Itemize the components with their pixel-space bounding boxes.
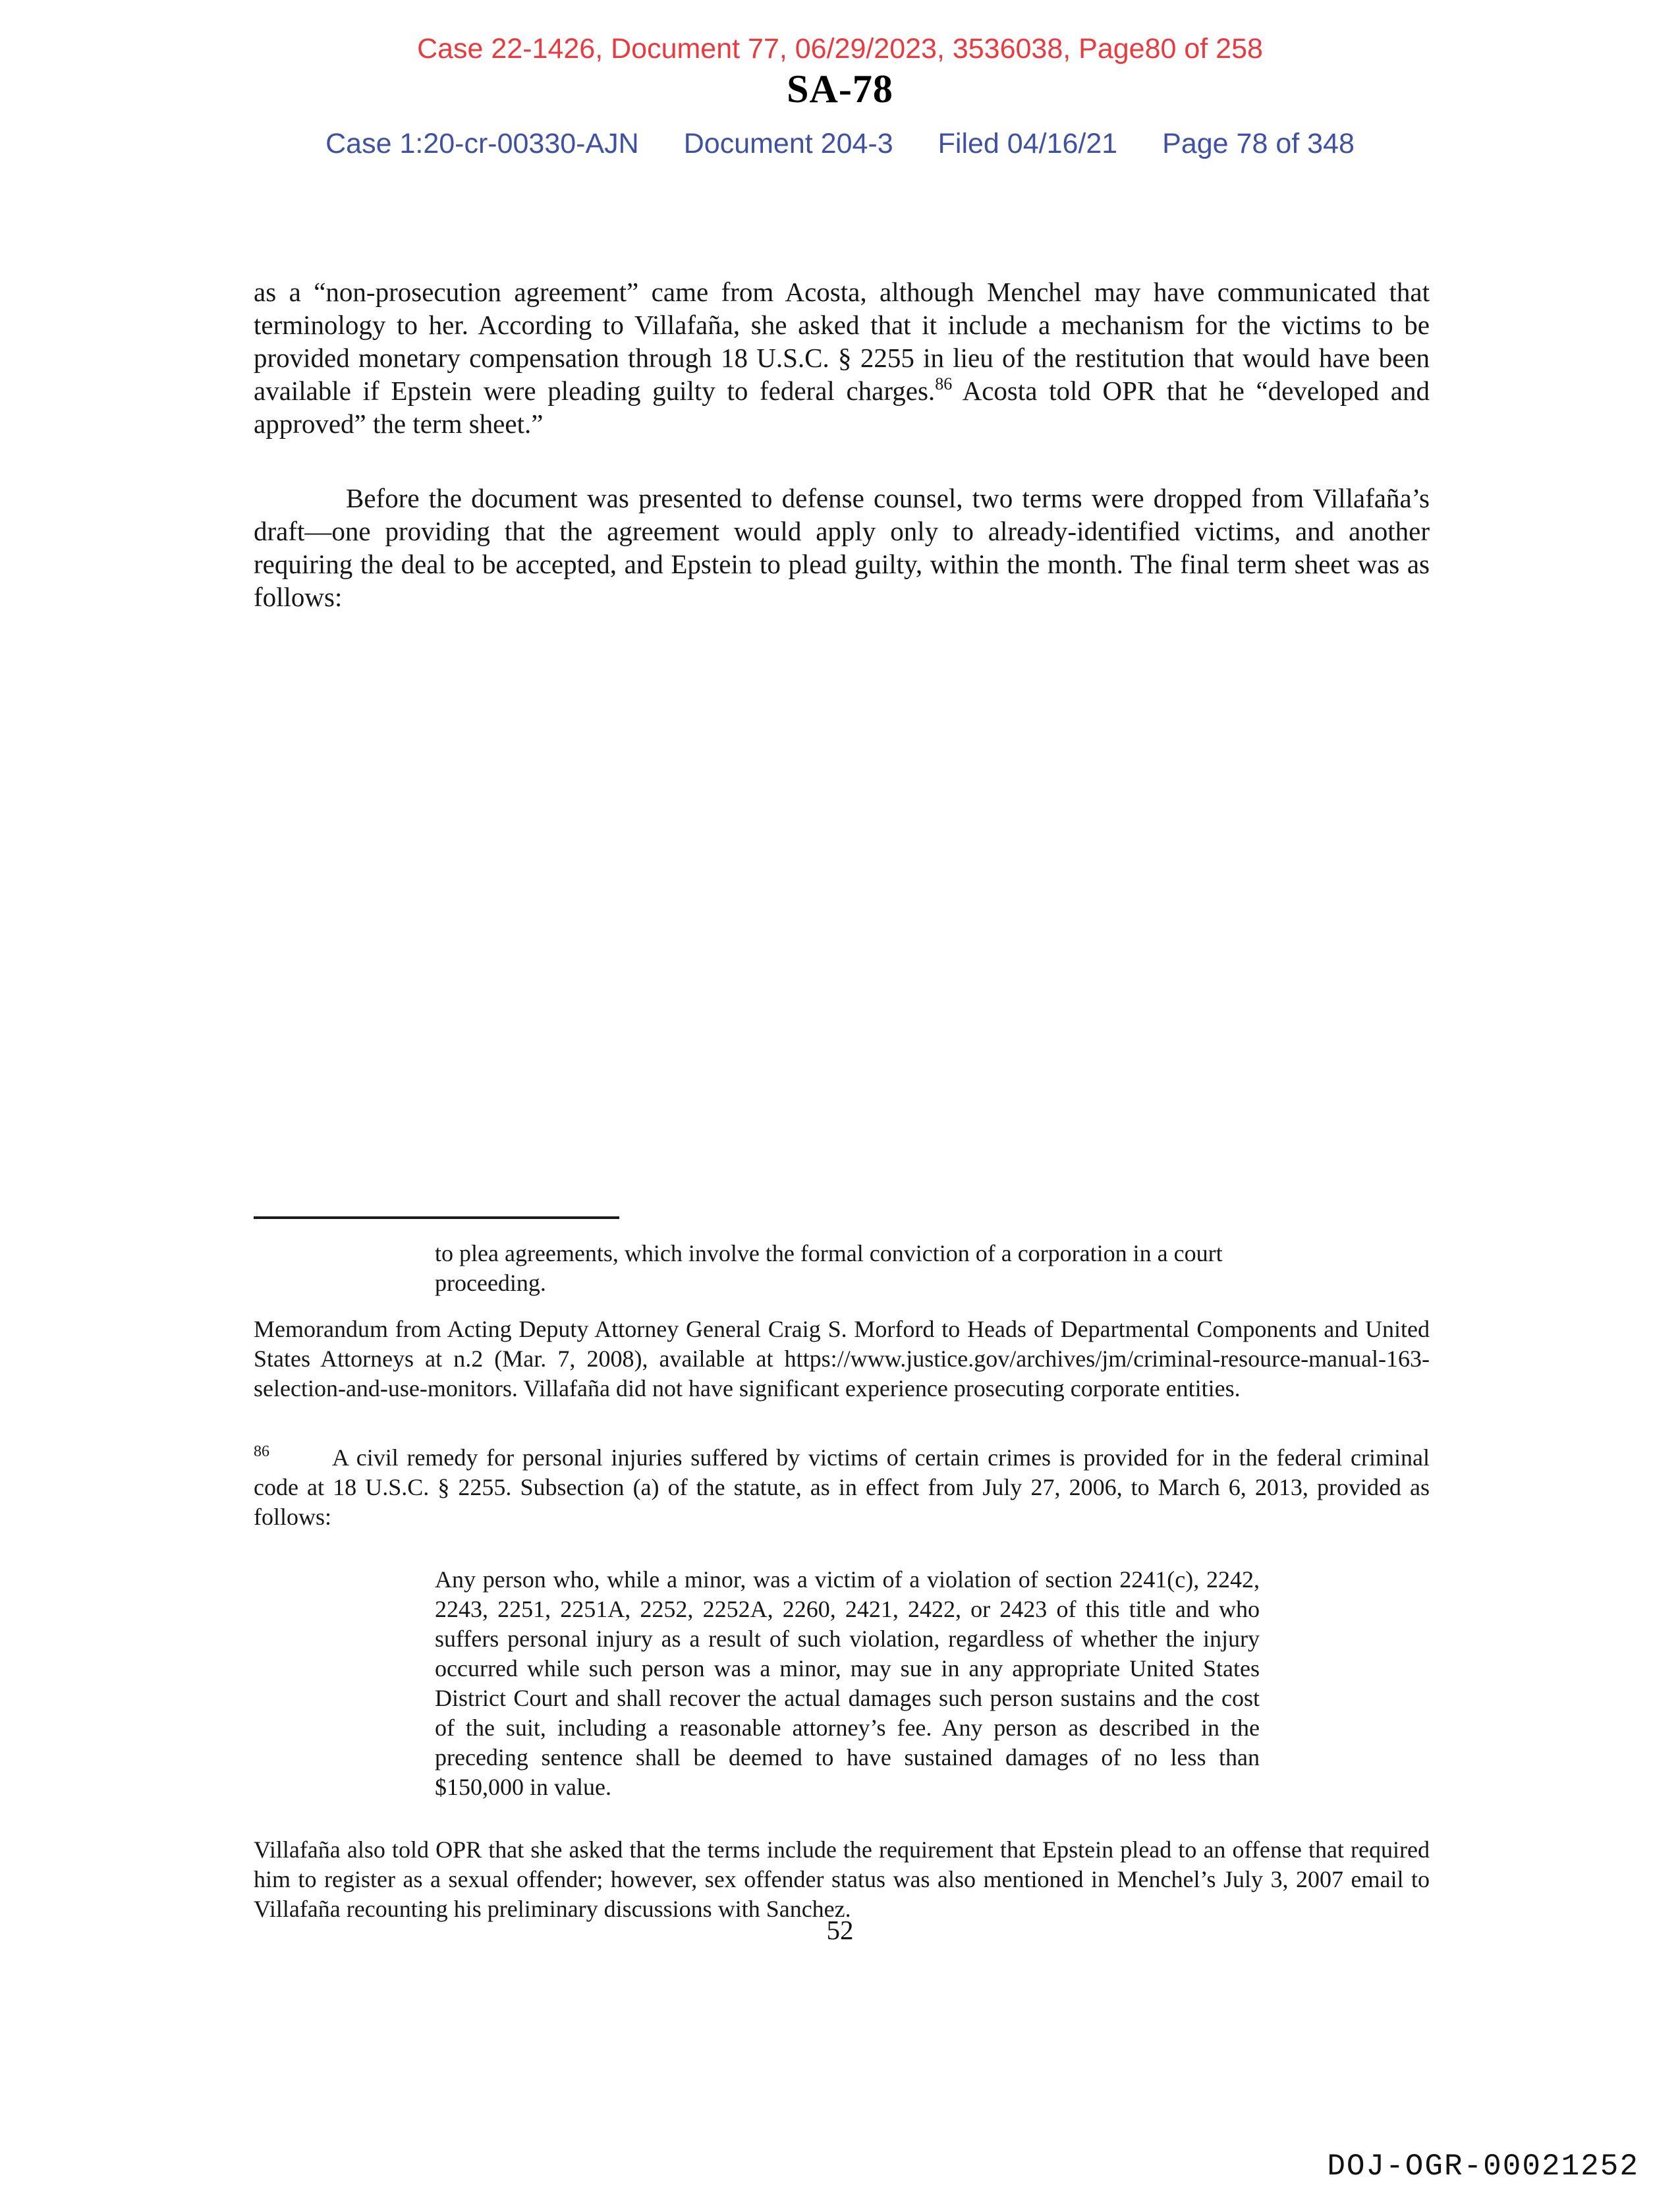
footnote-86-closing-text: Villafaña also told OPR that she asked that the terms include the requirement that Epstein plead to an offense that required him to register as a sexual offender; however, sex offender status was also mentioned in Menchel’s July 3, 2007 email to Villafaña recounting his preliminary discussions with Sanchez. bbox=[254, 1836, 1430, 1922]
footnote-86 bbox=[254, 1443, 1430, 1532]
footnote-86-number: 86 bbox=[254, 1443, 269, 1460]
footnote-area bbox=[254, 1239, 1430, 1924]
footnote-continuation-text: Memorandum from Acting Deputy Attorney General Craig S. Morford to Heads of Departmental Components and United States Attorneys at n.2 (Mar. 7, 2008), available at https://www.justice.gov/archives/jm/criminal-resource-manual-163-selection-and-use-monitors. Villafaña did not have significant experience prosecuting corporate entities. bbox=[254, 1316, 1430, 1402]
footnote-reference-86: 86 bbox=[935, 374, 953, 393]
district-caption-filed-date: Filed 04/16/21 bbox=[938, 128, 1118, 159]
bates-stamp: DOJ-OGR-00021252 bbox=[1327, 2149, 1639, 2184]
appendix-page-label: SA-78 bbox=[787, 67, 893, 111]
page-number: 52 bbox=[826, 1915, 854, 1945]
footnote-86-text: A civil remedy for personal injuries suffered by victims of certain crimes is provided for in the federal criminal code at 18 U.S.C. § 2255. Subsection (a) of the statute, as in effect from July 27, 2006, to March 6, 2013, provided as follows: bbox=[254, 1444, 1430, 1530]
footnote-continuation-quote: to plea agreements, which involve the formal conviction of a corporation in a court proceeding. bbox=[435, 1240, 1223, 1296]
body-paragraph-2: Before the document was presented to defense counsel, two terms were dropped from Villafaña’s draft—one providing that the agreement would apply only to already-identified victims, and another requiring the deal to be accepted, and Epstein to plead guilty, within the month. The final term sheet was as follows: bbox=[254, 483, 1430, 612]
appeals-court-caption: Case 22-1426, Document 77, 06/29/2023, 3536038, Page80 of 258 bbox=[417, 33, 1263, 65]
footnote-86-statute-quote: Any person who, while a minor, was a victim of a violation of section 2241(c), 2242, 2243, 2251, 2251A, 2252, 2252A, 2260, 2421, 2422, or 2423 of this title and who suffers personal injury as a result of such violation, regardless of whether the injury occurred while such person was a minor, may sue in any appropriate United States District Court and shall recover the actual damages such person sustains and the cost of the suit, including a reasonable attorney’s fee. Any person as described in the preceding sentence shall be deemed to have sustained damages of no less than $150,000 in value. bbox=[435, 1566, 1260, 1800]
district-caption-document-number: Document 204-3 bbox=[683, 128, 893, 159]
district-caption-page-number: Page 78 of 348 bbox=[1162, 128, 1355, 159]
body-text-block bbox=[254, 275, 1430, 613]
district-court-caption bbox=[0, 128, 1680, 159]
district-caption-case-number: Case 1:20-cr-00330-AJN bbox=[325, 128, 639, 159]
body-paragraph-1 bbox=[254, 275, 1430, 440]
paragraph-1-text-after-ref: Acosta told OPR that he “developed and approved” the term sheet.” bbox=[254, 376, 1430, 439]
footnote-separator-rule bbox=[254, 1216, 619, 1219]
paragraph-1-text: as a “non-prosecution agreement” came from Acosta, although Menchel may have communicated that terminology to her. According to Villafaña, she asked that it include a mechanism for the victims to be provided monetary compensation through 18 U.S.C. § 2255 in lieu of the restitution that would have been available if Epstein were pleading guilty to federal charges. bbox=[254, 277, 1430, 406]
